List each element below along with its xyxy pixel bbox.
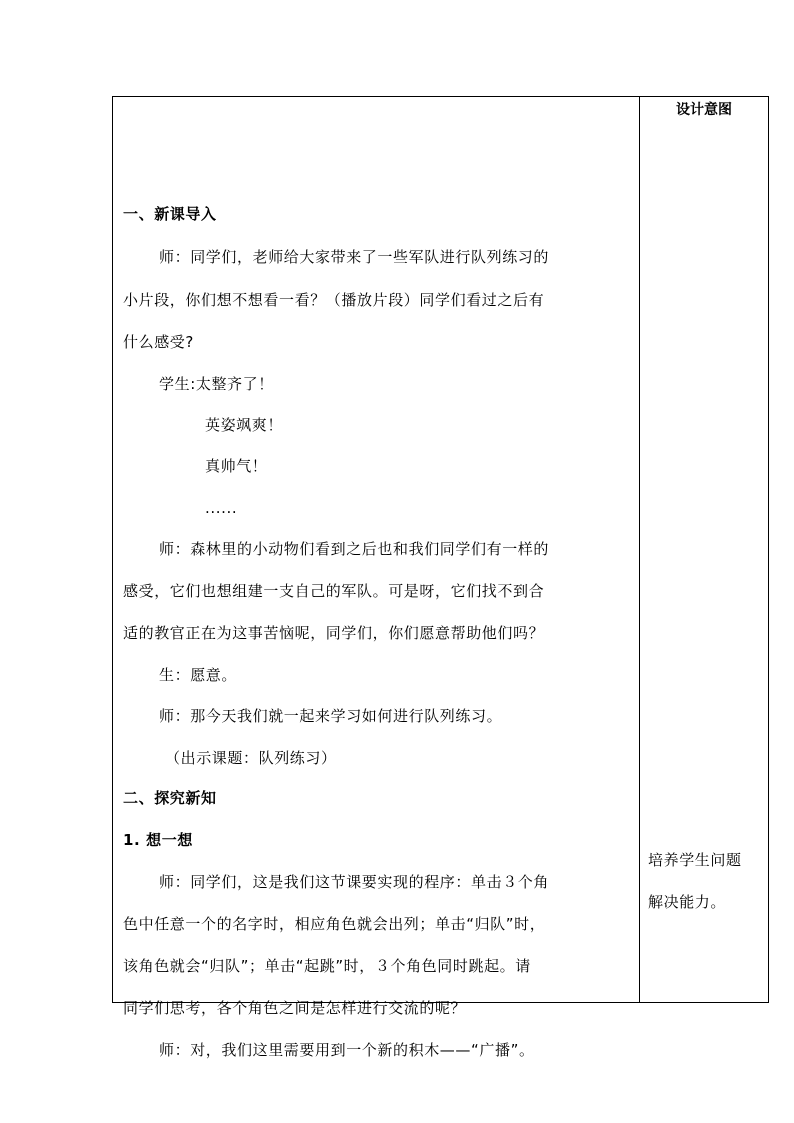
section-heading-intro: 一、新课导入 [123, 205, 217, 223]
teacher-dialogue-5: 师：对，我们这里需要用到一个新的积木——“广播”。 [159, 1041, 535, 1059]
teacher-dialogue-2c: 适的教官正在为这事苦恼呢，同学们，你们愿意帮助他们吗？ [123, 624, 545, 642]
ellipsis: ...... [205, 499, 238, 517]
teacher-dialogue-4d: 同学们思考，各个角色之间是怎样进行交流的呢？ [123, 999, 467, 1017]
section-heading-explore: 二、探究新知 [123, 789, 217, 807]
student-reply: 生：愿意。 [159, 666, 238, 684]
teaching-process-column [113, 97, 640, 1059]
teacher-dialogue-1a: 师：同学们，老师给大家带来了一些军队进行队列练习的 [159, 248, 550, 266]
teacher-dialogue-1c: 什么感受? [123, 333, 194, 351]
design-intent-note-2: 解决能力。 [648, 893, 727, 911]
teacher-dialogue-3: 师：那今天我们就一起来学习如何进行队列练习。 [159, 707, 503, 725]
teacher-dialogue-4c: 该角色就会“归队”；单击“起跳”时，３个角色同时跳起。请 [123, 957, 531, 975]
subsection-heading-think: 1. 想一想 [123, 831, 193, 849]
design-intent-heading: 设计意图 [676, 102, 732, 118]
teacher-dialogue-4a: 师：同学们，这是我们这节课要实现的程序：单击３个角 [159, 873, 550, 891]
teacher-dialogue-2b: 感受，它们也想组建一支自己的军队。可是呀，它们找不到合 [123, 582, 545, 600]
teacher-dialogue-4b: 色中任意一个的名字时，相应角色就会出列；单击“归队”时， [123, 915, 546, 933]
student-response-2: 英姿飒爽！ [205, 416, 284, 434]
student-response-1: 学生:太整齐了！ [159, 375, 274, 393]
design-intent-note-1: 培养学生问题 [648, 851, 742, 869]
lesson-plan-table [112, 96, 769, 1059]
lesson-topic: （出示课题：队列练习） [165, 749, 337, 767]
teacher-dialogue-2a: 师：森林里的小动物们看到之后也和我们同学们有一样的 [159, 540, 550, 558]
design-intent-column [640, 97, 768, 1002]
teacher-dialogue-1b: 小片段，你们想不想看一看？（播放片段）同学们看过之后有 [123, 291, 545, 309]
student-response-3: 真帅气！ [205, 457, 268, 475]
